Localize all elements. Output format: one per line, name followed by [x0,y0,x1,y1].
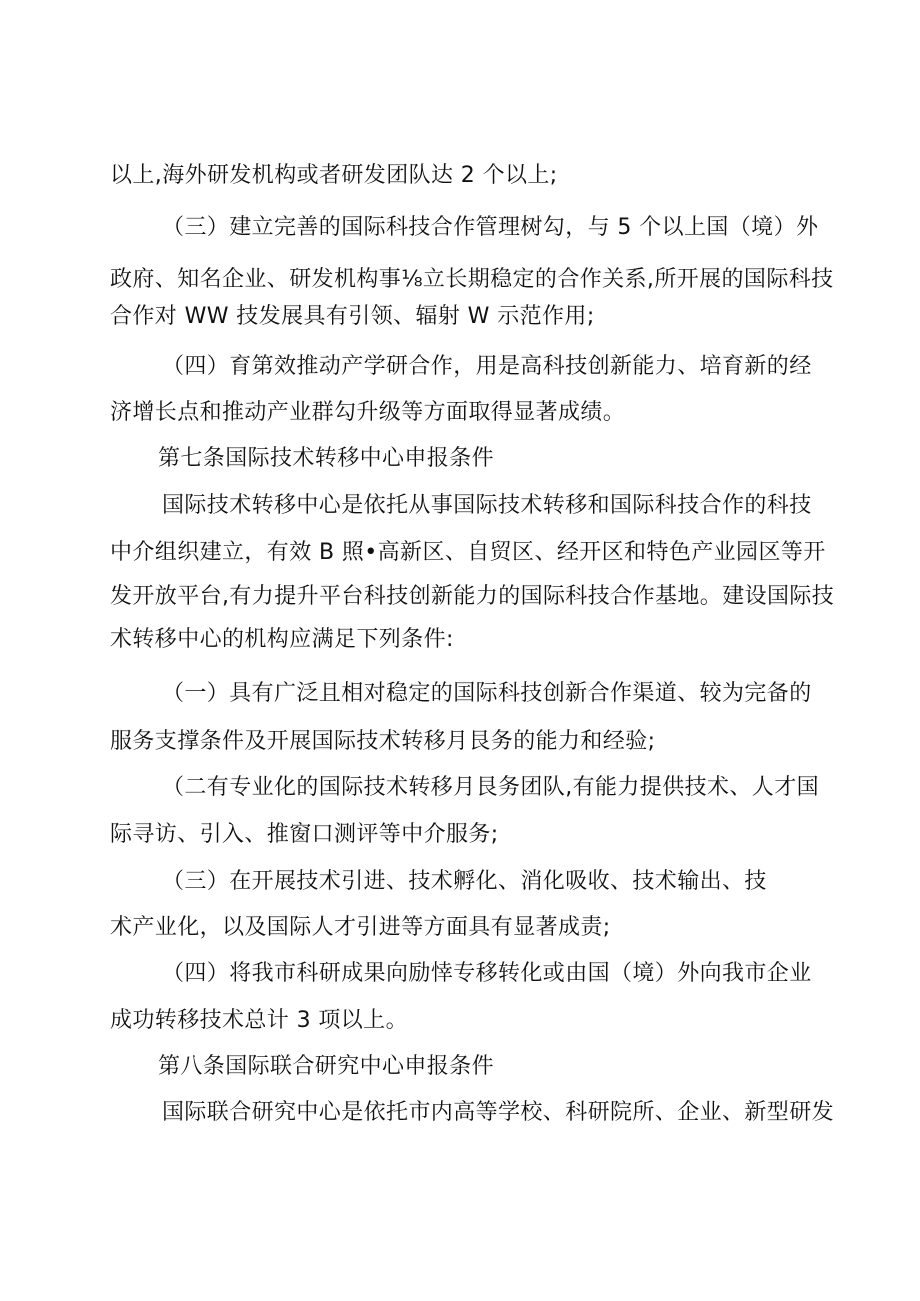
paragraph-line: （四）育第效推动产学研合作，用是高科技创新能力、培育新的经 [162,354,812,379]
paragraph-line: 国际联合研究中心是依托市内高等学校、科研院所、企业、新型研发 [162,1100,835,1125]
paragraph-line: 政府、知名企业、研发机构事⅛立长期稳定的合作关系,所开展的国际科技 [110,267,834,292]
paragraph-line: 发开放平台,有力提升平台科技创新能力的国际科技合作基地。建设国际技 [110,584,835,609]
paragraph-line: 国际技术转移中心是依托从事国际技术转移和国际科技合作的科技 [162,493,812,518]
paragraph-line: （三）建立完善的国际科技合作管理树勾，与 5 个以上国（境）外 [162,215,819,240]
paragraph-line: 济增长点和推动产业群勾升级等方面取得显著成绩。 [110,400,626,425]
section-heading: 第七条国际技术转移中心申报条件 [158,446,495,471]
paragraph-line: （三）在开展技术引进、技术孵化、消化吸收、技术输出、技 [162,869,767,894]
paragraph-line: 术产业化，以及国际人才引进等方面具有显著成责; [110,915,611,940]
paragraph-line: 以上,海外研发机构或者研发团队达 2 个以上; [110,163,558,188]
paragraph-line: 中介组织建立，有效 B 照•高新区、自贸区、经开区和特色产业园区等开 [110,540,826,565]
paragraph-line: 合作对 WW 技发展具有引领、辐射 W 示范作用; [110,304,595,329]
paragraph-line: （一）具有广泛且相对稳定的国际科技创新合作渠道、较为完备的 [162,681,812,706]
paragraph-line: （四）将我市科研成果向励悻专移转化或由国（境）外向我市企业 [162,961,812,986]
paragraph-line: （二有专业化的国际技术转移月艮务团队,有能力提供技术、人才国 [162,775,819,800]
paragraph-line: 成功转移技术总计 3 项以上。 [110,1008,408,1033]
paragraph-line: 际寻访、引入、推窗口测评等中介服务; [110,822,499,847]
paragraph-line: 术转移中心的机构应满足下列条件: [110,627,454,652]
paragraph-line: 服务支撑条件及开展国际技术转移月艮务的能力和经验; [110,729,656,754]
section-heading: 第八条国际联合研究中心申报条件 [158,1054,495,1079]
